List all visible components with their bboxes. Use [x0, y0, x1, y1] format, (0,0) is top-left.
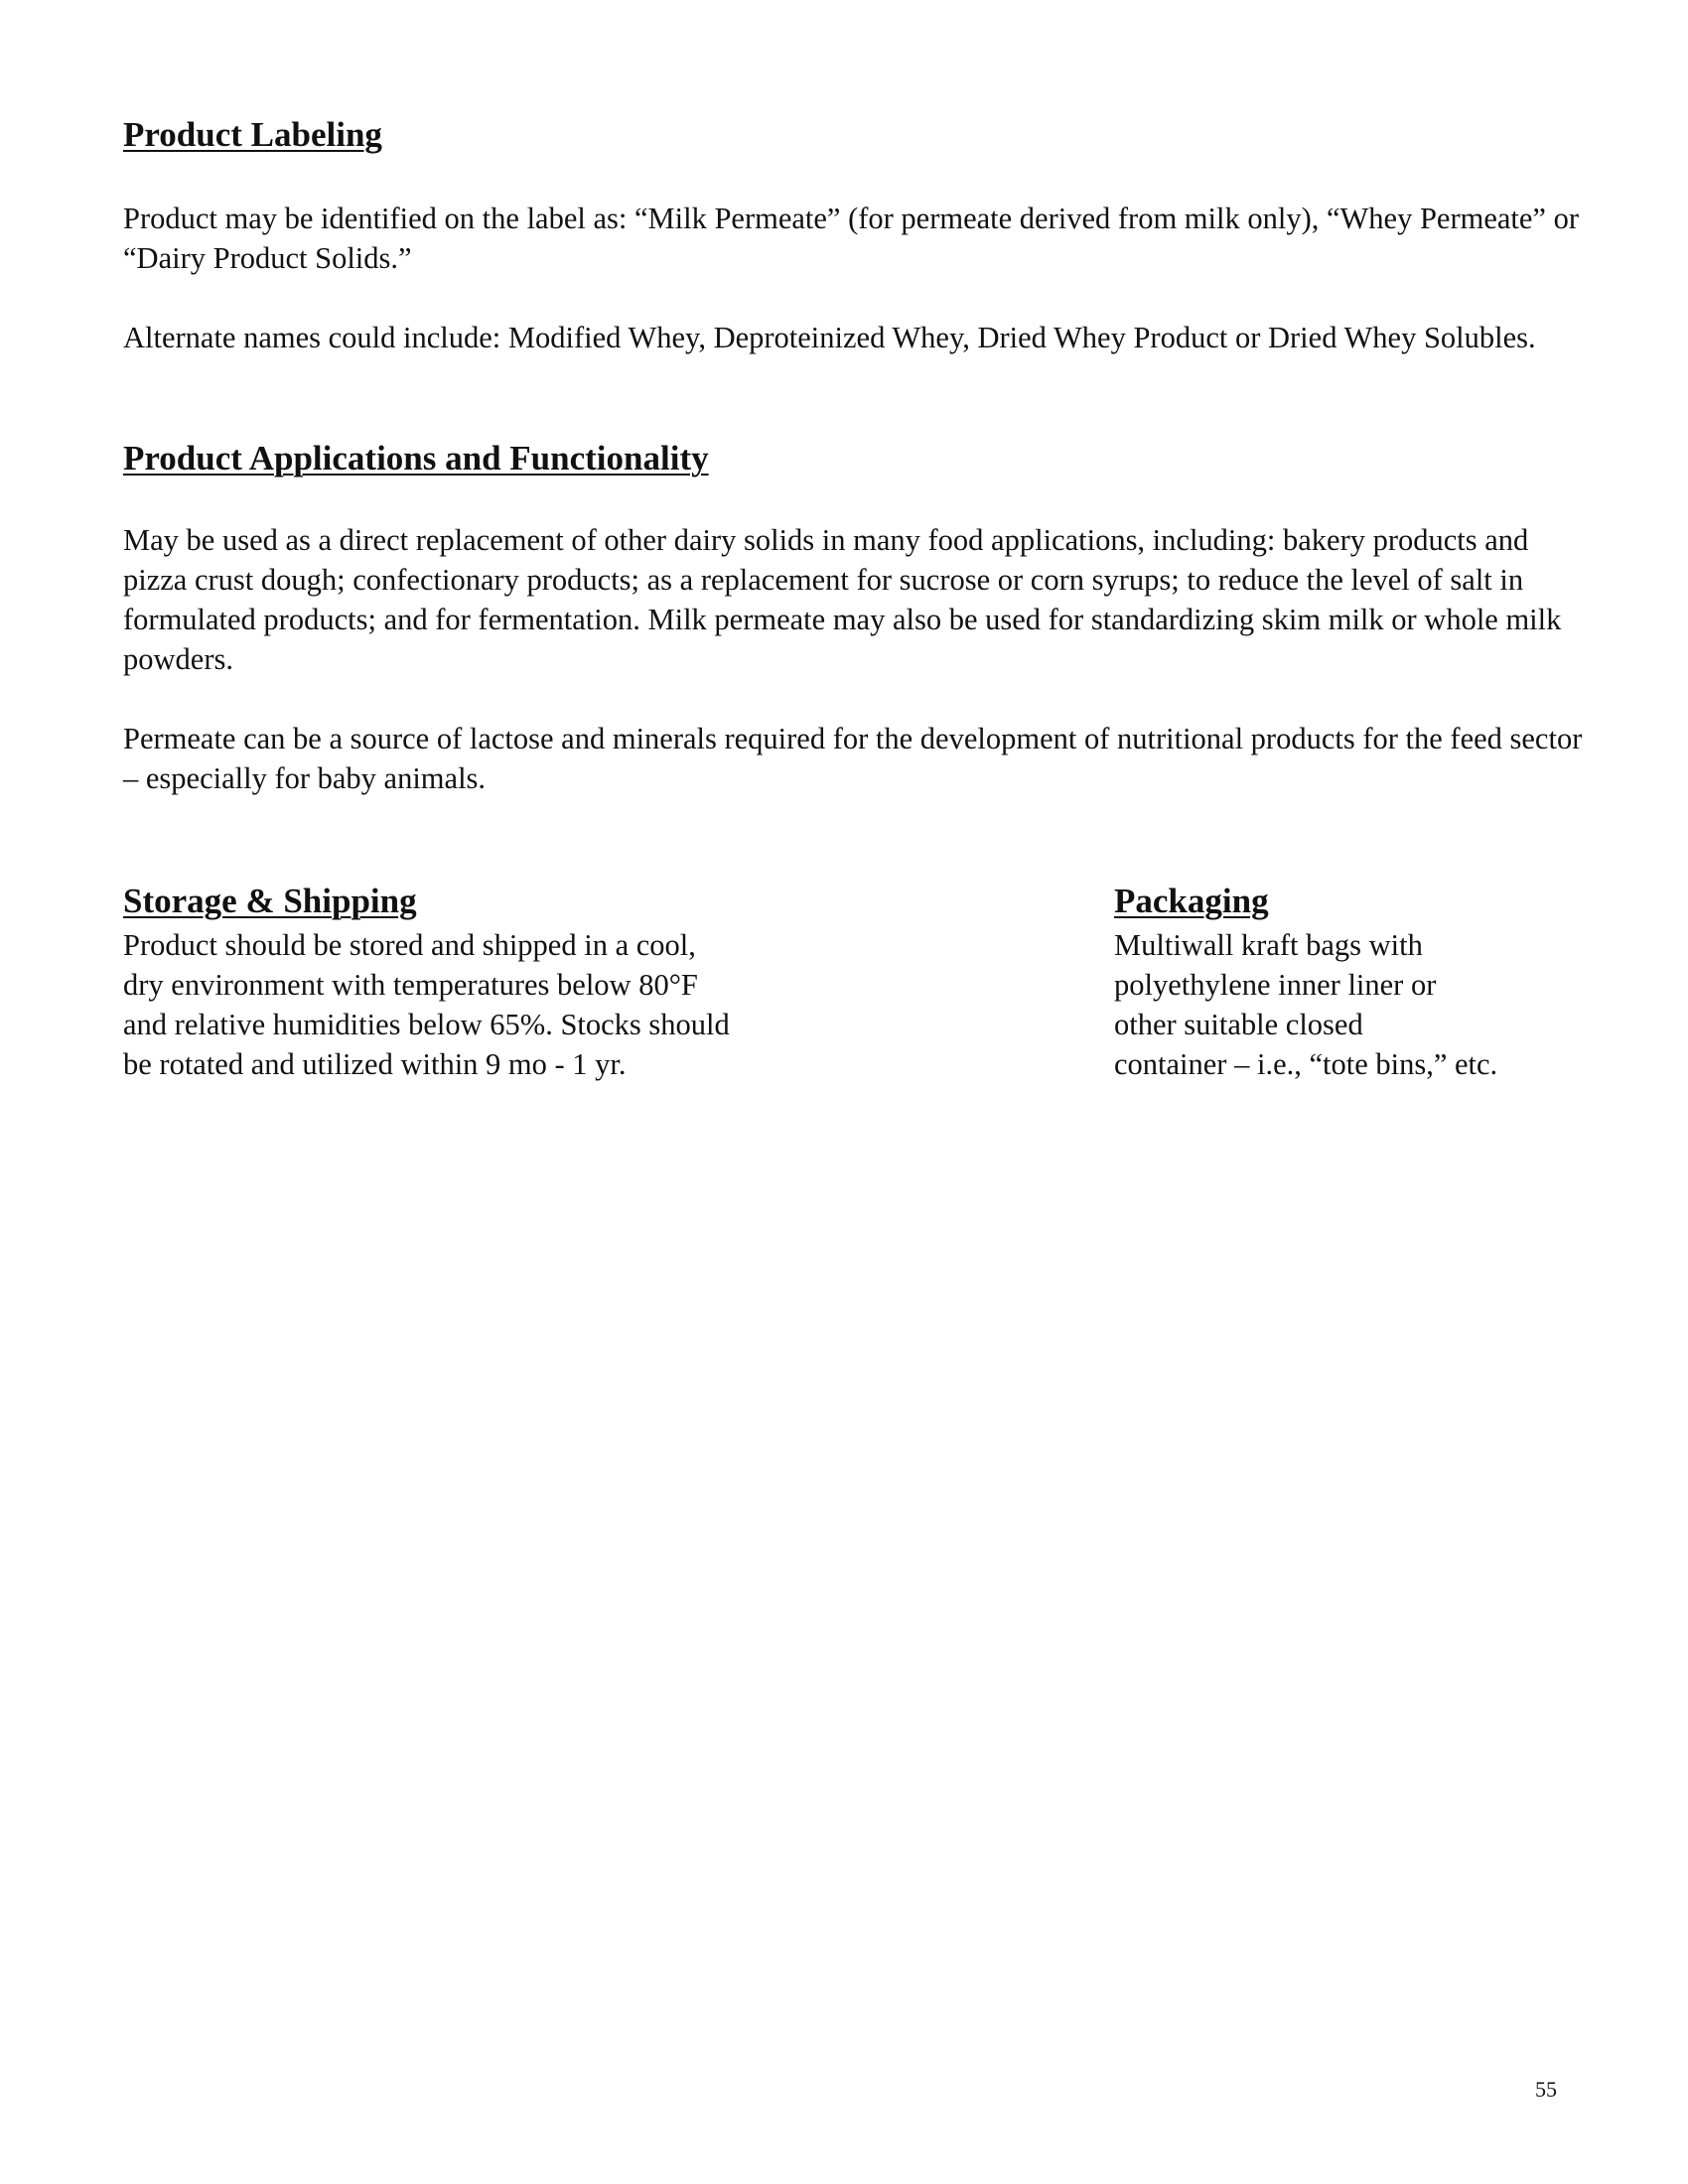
packaging-line: polyethylene inner liner or [1114, 968, 1437, 1002]
storage-line: be rotated and utilized within 9 mo - 1 yr. [123, 1047, 627, 1081]
heading-product-labeling: Product Labeling [123, 115, 382, 154]
heading-product-applications: Product Applications and Functionality [123, 439, 709, 478]
storage-shipping-text [123, 925, 730, 1084]
paragraph-applications-uses: May be used as a direct replacement of other dairy solids in many food applications, including: bakery products and pizza crust dough; confectionary products; as a replacement for sucrose or corn syrups; to reduce the level of salt in formulated products; and for fermentation. Milk permeate may also be used for standardizing skim milk or whole milk powders. [123, 523, 1562, 676]
paragraph-labeling-identification: Product may be identified on the label as: “Milk Permeate” (for permeate derived from milk only), “Whey Permeate” or “Dairy Product Solids.” [123, 202, 1579, 275]
paragraph-labeling-alternate-names: Alternate names could include: Modified Whey, Deproteinized Whey, Dried Whey Product or Dried Whey Solubles. [123, 321, 1536, 354]
storage-line: Product should be stored and shipped in a cool, [123, 928, 696, 962]
packaging-text [1114, 925, 1497, 1084]
paragraph-applications-feed: Permeate can be a source of lactose and minerals required for the development of nutritional products for the feed sector – especially for baby animals. [123, 722, 1583, 795]
heading-storage-shipping: Storage & Shipping [123, 882, 417, 920]
packaging-line: Multiwall kraft bags with [1114, 928, 1423, 962]
storage-line: and relative humidities below 65%. Stocks should [123, 1008, 730, 1041]
heading-packaging: Packaging [1114, 882, 1269, 920]
packaging-line: container – i.e., “tote bins,” etc. [1114, 1047, 1498, 1081]
packaging-line: other suitable closed [1114, 1008, 1363, 1041]
page-number: 55 [1535, 2077, 1557, 2102]
storage-line: dry environment with temperatures below 80°F [123, 968, 698, 1002]
